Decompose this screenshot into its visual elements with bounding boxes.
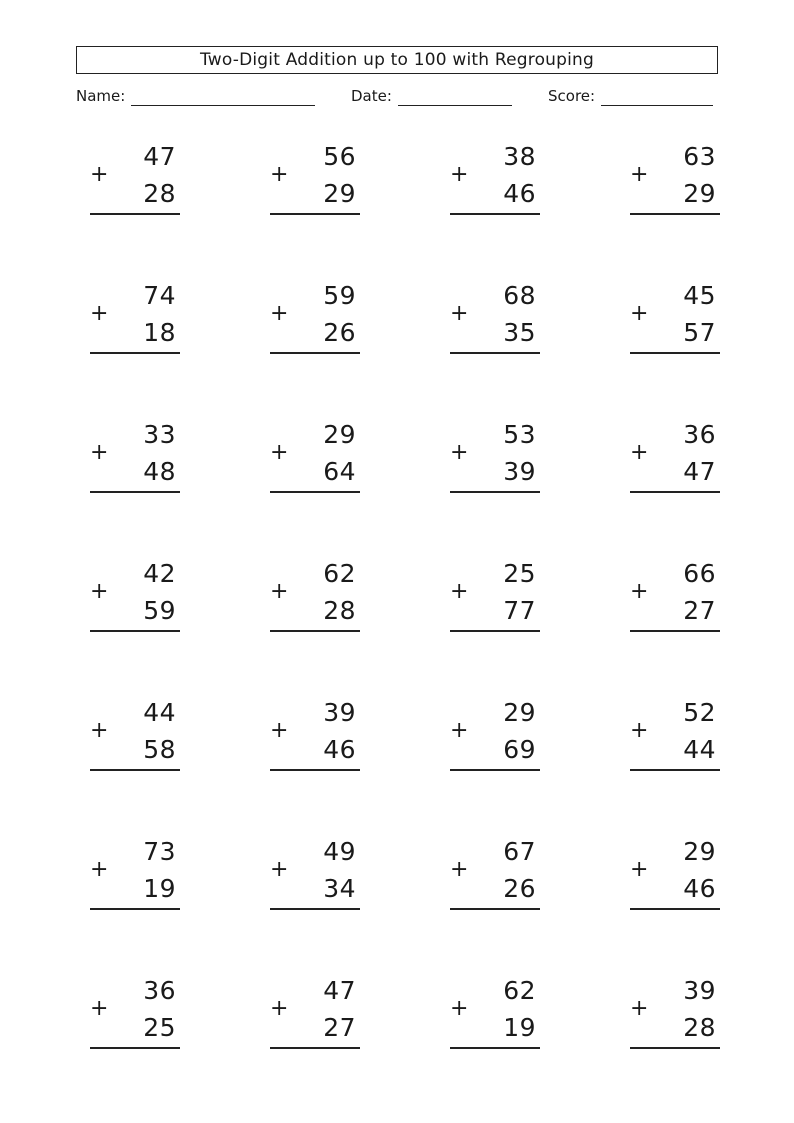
- answer-line[interactable]: [90, 213, 180, 215]
- answer-line[interactable]: [450, 908, 540, 910]
- addition-problem: [630, 142, 720, 222]
- addition-problem: [90, 698, 180, 778]
- answer-line[interactable]: [90, 630, 180, 632]
- addend-bottom: 26: [503, 874, 536, 903]
- addend-bottom: 58: [143, 735, 176, 764]
- addition-problem: [270, 559, 360, 639]
- addend-bottom: 47: [683, 457, 716, 486]
- plus-sign: +: [270, 996, 289, 1021]
- answer-line[interactable]: [270, 491, 360, 493]
- answer-line[interactable]: [90, 908, 180, 910]
- addend-top: 42: [143, 559, 176, 588]
- addend-bottom: 27: [323, 1013, 356, 1042]
- addend-top: 29: [323, 420, 356, 449]
- answer-line[interactable]: [270, 213, 360, 215]
- plus-sign: +: [90, 440, 109, 465]
- addend-bottom: 57: [683, 318, 716, 347]
- addend-top: 38: [503, 142, 536, 171]
- plus-sign: +: [90, 579, 109, 604]
- addend-bottom: 19: [503, 1013, 536, 1042]
- addend-bottom: 69: [503, 735, 536, 764]
- addend-top: 62: [503, 976, 536, 1005]
- addition-problem: [270, 281, 360, 361]
- addend-bottom: 35: [503, 318, 536, 347]
- addition-problem: [450, 698, 540, 778]
- addend-top: 74: [143, 281, 176, 310]
- addend-top: 36: [683, 420, 716, 449]
- addend-top: 63: [683, 142, 716, 171]
- name-label: Name:: [76, 87, 126, 105]
- addend-bottom: 46: [323, 735, 356, 764]
- addend-top: 36: [143, 976, 176, 1005]
- answer-line[interactable]: [450, 352, 540, 354]
- plus-sign: +: [630, 162, 649, 187]
- addend-bottom: 25: [143, 1013, 176, 1042]
- addition-problem: [90, 142, 180, 222]
- answer-line[interactable]: [630, 213, 720, 215]
- answer-line[interactable]: [630, 769, 720, 771]
- addend-bottom: 44: [683, 735, 716, 764]
- addend-bottom: 48: [143, 457, 176, 486]
- addition-problem: [630, 559, 720, 639]
- plus-sign: +: [90, 162, 109, 187]
- plus-sign: +: [450, 718, 469, 743]
- addition-problem: [450, 559, 540, 639]
- addition-problem: [270, 698, 360, 778]
- addend-top: 53: [503, 420, 536, 449]
- answer-line[interactable]: [450, 630, 540, 632]
- answer-line[interactable]: [90, 491, 180, 493]
- plus-sign: +: [630, 996, 649, 1021]
- addition-problem: [90, 837, 180, 917]
- addition-problem: [90, 559, 180, 639]
- plus-sign: +: [270, 579, 289, 604]
- addition-problem: [630, 420, 720, 500]
- addend-top: 56: [323, 142, 356, 171]
- plus-sign: +: [90, 996, 109, 1021]
- addend-top: 25: [503, 559, 536, 588]
- answer-line[interactable]: [270, 1047, 360, 1049]
- answer-line[interactable]: [90, 769, 180, 771]
- addend-bottom: 77: [503, 596, 536, 625]
- plus-sign: +: [630, 857, 649, 882]
- answer-line[interactable]: [450, 769, 540, 771]
- addend-top: 39: [683, 976, 716, 1005]
- addition-problem: [630, 281, 720, 361]
- addition-problem: [270, 142, 360, 222]
- addend-bottom: 27: [683, 596, 716, 625]
- addition-problem: [270, 837, 360, 917]
- plus-sign: +: [630, 301, 649, 326]
- addend-bottom: 29: [683, 179, 716, 208]
- plus-sign: +: [450, 857, 469, 882]
- addend-bottom: 29: [323, 179, 356, 208]
- addend-top: 62: [323, 559, 356, 588]
- answer-line[interactable]: [450, 213, 540, 215]
- worksheet-title: Two-Digit Addition up to 100 with Regrouping: [76, 46, 718, 74]
- answer-line[interactable]: [270, 352, 360, 354]
- addend-bottom: 64: [323, 457, 356, 486]
- addition-problem: [630, 698, 720, 778]
- addition-problem: [450, 281, 540, 361]
- plus-sign: +: [630, 440, 649, 465]
- plus-sign: +: [270, 440, 289, 465]
- answer-line[interactable]: [270, 630, 360, 632]
- plus-sign: +: [270, 301, 289, 326]
- addend-bottom: 18: [143, 318, 176, 347]
- addend-top: 73: [143, 837, 176, 866]
- answer-line[interactable]: [630, 1047, 720, 1049]
- plus-sign: +: [450, 301, 469, 326]
- addition-problem: [270, 976, 360, 1056]
- addend-bottom: 28: [683, 1013, 716, 1042]
- addition-problem: [450, 420, 540, 500]
- plus-sign: +: [270, 162, 289, 187]
- addend-top: 47: [323, 976, 356, 1005]
- answer-line[interactable]: [630, 908, 720, 910]
- addend-top: 29: [683, 837, 716, 866]
- addition-problem: [450, 142, 540, 222]
- addend-bottom: 26: [323, 318, 356, 347]
- answer-line[interactable]: [630, 352, 720, 354]
- date-label: Date:: [351, 87, 392, 105]
- addend-bottom: 19: [143, 874, 176, 903]
- plus-sign: +: [90, 857, 109, 882]
- addend-top: 44: [143, 698, 176, 727]
- addition-problem: [450, 976, 540, 1056]
- plus-sign: +: [450, 162, 469, 187]
- addend-top: 59: [323, 281, 356, 310]
- plus-sign: +: [90, 301, 109, 326]
- answer-line[interactable]: [630, 630, 720, 632]
- answer-line[interactable]: [630, 491, 720, 493]
- answer-line[interactable]: [90, 352, 180, 354]
- addition-problem: [630, 837, 720, 917]
- addend-bottom: 59: [143, 596, 176, 625]
- addend-bottom: 28: [323, 596, 356, 625]
- addend-bottom: 46: [503, 179, 536, 208]
- addend-top: 68: [503, 281, 536, 310]
- addend-bottom: 46: [683, 874, 716, 903]
- addend-top: 49: [323, 837, 356, 866]
- addition-problem: [90, 281, 180, 361]
- addend-top: 39: [323, 698, 356, 727]
- answer-line[interactable]: [450, 491, 540, 493]
- addition-problem: [450, 837, 540, 917]
- plus-sign: +: [270, 857, 289, 882]
- addition-problem: [90, 420, 180, 500]
- plus-sign: +: [90, 718, 109, 743]
- addition-problem: [630, 976, 720, 1056]
- addend-bottom: 34: [323, 874, 356, 903]
- addend-top: 67: [503, 837, 536, 866]
- plus-sign: +: [450, 996, 469, 1021]
- plus-sign: +: [630, 579, 649, 604]
- plus-sign: +: [450, 440, 469, 465]
- plus-sign: +: [270, 718, 289, 743]
- answer-line[interactable]: [450, 1047, 540, 1049]
- addend-top: 52: [683, 698, 716, 727]
- answer-line[interactable]: [270, 908, 360, 910]
- answer-line[interactable]: [90, 1047, 180, 1049]
- addend-top: 33: [143, 420, 176, 449]
- plus-sign: +: [630, 718, 649, 743]
- addition-problem: [90, 976, 180, 1056]
- answer-line[interactable]: [270, 769, 360, 771]
- addend-top: 29: [503, 698, 536, 727]
- addend-bottom: 39: [503, 457, 536, 486]
- addend-top: 47: [143, 142, 176, 171]
- addition-problem: [270, 420, 360, 500]
- plus-sign: +: [450, 579, 469, 604]
- addend-bottom: 28: [143, 179, 176, 208]
- addend-top: 66: [683, 559, 716, 588]
- addend-top: 45: [683, 281, 716, 310]
- score-label: Score:: [548, 87, 596, 105]
